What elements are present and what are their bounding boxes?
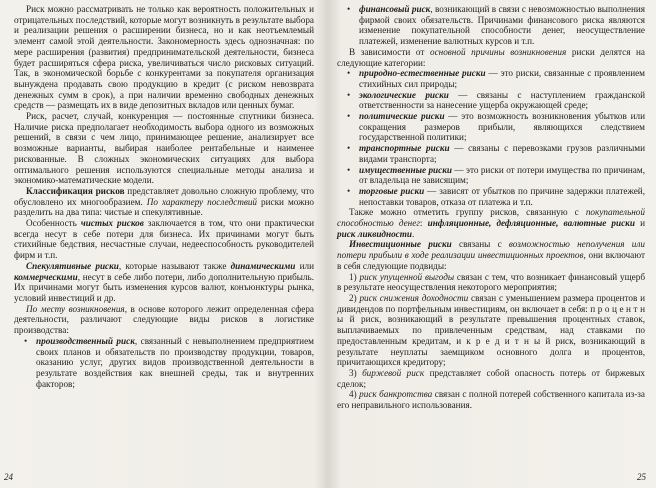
page-number-right: 25 <box>637 472 646 482</box>
subtype-4 <box>337 389 645 410</box>
subtype-2 <box>337 293 645 368</box>
subtype-1 <box>337 272 645 293</box>
paragraph-classification <box>14 186 314 218</box>
category-text: — это риски, связанные с проявлением стихийных сил природы; <box>359 68 645 89</box>
group-liquidity: риск ликвидности <box>337 228 413 239</box>
paragraph-place <box>14 304 314 336</box>
paragraph-cause <box>337 47 645 68</box>
spec-text-3: , несут в себе либо потери, либо дополнительную прибыль. Их причинами могут быть изменения курсов валют, конъюнктуры рынка, условий инвестиций и др. <box>14 271 314 303</box>
paragraph-group <box>337 207 645 239</box>
group-italic: покупательной способностью денег <box>337 207 645 229</box>
page-number-left: 24 <box>4 472 13 482</box>
cause-text: риски делятся на следующие категории: <box>337 46 646 68</box>
list-item-financial <box>337 4 645 47</box>
place-text: , в основе которого лежит определенная сфера деятельности, различают следующие виды рисков в логистике производства: <box>14 303 314 336</box>
cause-italic: основной причины возникновения <box>429 46 567 57</box>
category-term: природно-естественные риски <box>359 68 486 79</box>
invest-term: Инвестиционные риски <box>349 239 452 250</box>
list-item <box>337 186 645 207</box>
subtype-term: биржевой риск <box>362 367 425 378</box>
category-term: имущественные риски <box>359 164 452 175</box>
paragraph-invest <box>337 239 645 271</box>
spec-text-1: , которые называют также <box>118 260 231 271</box>
subtype-text: представляет собой опасность потерь от биржевых сделок; <box>337 367 646 389</box>
invest-text-2: , они включают в себя следующие подвиды: <box>337 250 645 271</box>
subtype-num: 2) <box>349 292 360 303</box>
group-end: . <box>412 228 415 239</box>
subtype-num: 1) <box>349 271 360 282</box>
left-page <box>14 4 314 389</box>
pure-term: чистых рисков <box>80 218 144 229</box>
category-term: торговые риски <box>359 185 425 196</box>
subtype-3 <box>337 368 645 389</box>
paragraph-pure-risks <box>14 218 314 261</box>
category-text: — это возможность возникновения убытков или сокращения размеров прибыли, являющихся следствием государственной политики; <box>359 111 645 143</box>
subtype-text: связан с полной потерей собственного капитала из-за его неправильного использования. <box>337 389 645 411</box>
list-item <box>337 90 645 111</box>
pure-pre: Особенность <box>26 218 81 229</box>
list-item <box>337 111 645 143</box>
subtype-term: риск снижения доходности <box>359 292 469 303</box>
invest-italic: возможностью неполучения или потери прибыли в ходе реализации инвестиционных проектов <box>337 239 645 261</box>
subtype-num: 4) <box>349 389 360 400</box>
list-item <box>337 165 645 186</box>
paragraph-2: Риск, расчет, случай, конкуренция — постоянные спутники бизнеса. Наличие риска предполагает необходимость выбора одного из возможных решений, в связи с чем лицо, принимающее решение, анализирует все возможные варианты, выбирая наиболее рентабельные и наименее рискованные. В сложных экономических ситуациях для выбора оптимального решения используются специальные методы анализа и экономико-математические модели. <box>14 111 314 186</box>
spec-term: Спекулятивные риски <box>26 260 119 271</box>
right-page <box>337 4 645 411</box>
spec-text-2: или <box>295 260 314 271</box>
invest-text-1: связаны с <box>451 239 509 250</box>
place-italic: По месту возникновения <box>26 303 125 314</box>
list-item <box>337 68 645 89</box>
group-pre: Также можно отметить группу рисков, связанную с <box>349 207 586 218</box>
group-and: и <box>634 218 645 229</box>
category-term: транспортные риски <box>359 143 450 154</box>
subtype-term: риск упущенной выгоды <box>359 271 455 282</box>
classification-text: представляет довольно сложную проблему, что обусловлено их многообразием. <box>14 185 314 207</box>
financial-term: финансовый риск <box>359 4 431 14</box>
pure-text: заключается в том, что они практически всегда несут в себе потери для бизнеса. Их причинами могут быть стихийные бедствия, несчастные случаи, недееспособность руководителей фирм и т.п. <box>14 218 314 261</box>
classification-tail: риски можно разделить на два типа: чистые и спекулятивные. <box>14 196 314 218</box>
category-text: — это риски от потери имущества по причинам, от владельца не зависящим; <box>359 164 645 186</box>
categories-list <box>337 68 645 207</box>
subtype-text: связан с уменьшением размера процентов и дивидендов по портфельным инвестициям, он включает в себя: п р о ц е н т н ы й риск, возникающий в результате превышения процентных ставок, выплачиваемых по привлеченным средствам, над ставками по предоставленным кредитам, и к р е д и т н ы й риск, возникающий в результате неуплаты заемщиком основного долга и процентов, причитающихся кредитору; <box>337 292 646 368</box>
subtype-text: связан с тем, что возникает финансовый ущерб в результате неосуществления некоторого мероприятия; <box>337 271 646 293</box>
subtype-num: 3) <box>349 367 363 378</box>
cause-pre: В зависимости от <box>349 46 430 57</box>
paragraph-spec-risks <box>14 261 314 304</box>
spec-commercial: коммерческими <box>14 271 78 282</box>
paragraph-1: Риск можно рассматривать не только как вероятность положительных и отрицательных последствий, которые могут возникнуть в результате выбора и реализации решения о расширении бизнеса, но и как неотъемлемый элемент самой этой деятельности. Закономерность здесь однозначная: по мере расширения (развития) предпринимательской деятельности, бизнеса будет расширяться сфера риска, увеличиваться число рисковых ситуаций. Так, в экономической борьбе с конкурентами за покупателя организация вынуждена продавать свою продукцию в кредит (с риском невозврата денежных сумм в срок), а при наличии временно свободных денежных средств — размещать их в виде депозитных вкладов или ценных бумаг. <box>14 4 314 111</box>
group-terms: инфляционные, дефляционные, валютные риски <box>427 218 635 229</box>
subtype-term: риск банкротства <box>359 389 433 400</box>
financial-text: , возникающий в связи с невозможностью выполнения фирмой своих обязательств. Причинами финансового риска являются изменение покупательной способности денег, неосуществление платежей, изменение валютных курсов и т.п. <box>359 4 646 47</box>
classification-italic: По характеру последствий <box>146 196 258 207</box>
category-term: политические риски <box>359 111 445 122</box>
group-text: : <box>419 218 428 229</box>
financial-list <box>337 4 645 47</box>
production-text: , связанный с невыполнением предприятием своих планов и обязательств по производству продукции, товаров, оказанию услуг, других видов производственной деятельности в результате воздействия как внешней среды, так и внутренних факторов; <box>36 335 314 389</box>
category-term: экологические риски <box>359 89 449 100</box>
category-text: — связаны с наступлением гражданской ответственности за нанесение ущерба окружающей среде; <box>359 89 645 111</box>
production-term: производственный риск <box>36 335 135 346</box>
list-item <box>337 143 645 164</box>
category-text: — зависят от убытков по причине задержки платежей, непоставки товаров, отказа от платежа и т.п. <box>359 185 645 207</box>
production-list <box>14 336 314 390</box>
classification-term: Классификация рисков <box>26 185 125 196</box>
category-text: — связаны с перевозками грузов различными видами транспорта; <box>359 143 645 164</box>
list-item-production <box>14 336 314 390</box>
spec-dynamic: динамическими <box>230 260 296 271</box>
